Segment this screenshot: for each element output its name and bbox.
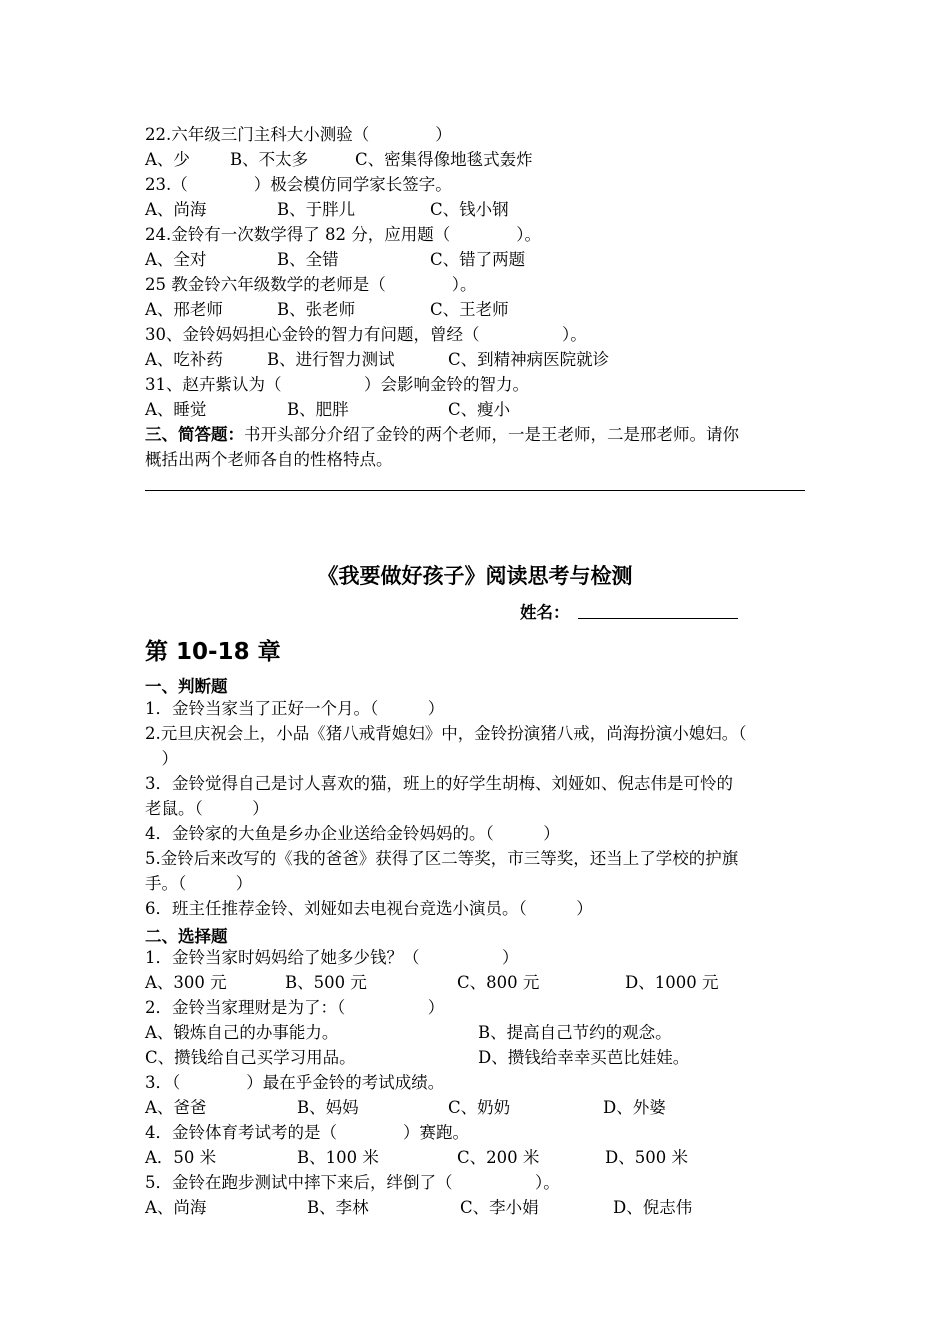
option-c: C、200 米 [457, 1148, 540, 1167]
judge-item: 6．班主任推荐金铃、刘娅如去电视台竞选小演员。（ ） [145, 899, 593, 918]
option-b: B、不太多 [230, 150, 309, 169]
option-a: A、爸爸 [145, 1098, 207, 1117]
option-b: B、500 元 [285, 973, 367, 992]
option-a: A、300 元 [145, 973, 227, 992]
choice-question-2: 2．金铃当家理财是为了：（ ） [145, 998, 445, 1017]
option-c: C、王老师 [430, 300, 509, 319]
option-b: B、100 米 [297, 1148, 379, 1167]
worksheet-title: 《我要做好孩子》阅读思考与检测 [317, 564, 633, 588]
option-a: A、全对 [145, 250, 207, 269]
option-b: B、妈妈 [297, 1098, 359, 1117]
section-judge-heading: 一、判断题 [145, 677, 228, 696]
option-d: D、外婆 [603, 1098, 666, 1117]
option-c: C、钱小钢 [430, 200, 509, 219]
judge-item-cont: ） [145, 749, 178, 768]
name-blank-line [578, 598, 738, 619]
choice-question-4: 4．金铃体育考试考的是（ ）赛跑。 [145, 1123, 469, 1142]
option-a: A．50 米 [145, 1148, 217, 1167]
option-c: C、800 元 [457, 973, 540, 992]
question-25: 25 教金铃六年级数学的老师是（ ）。 [145, 275, 477, 294]
question-31: 31、赵卉紫认为（ ）会影响金铃的智力。 [145, 375, 529, 394]
option-b: B、于胖儿 [277, 200, 356, 219]
short-answer-text-2: 概括出两个老师各自的性格特点。 [145, 450, 393, 469]
answer-line [145, 490, 805, 491]
option-d: D、倪志伟 [613, 1198, 693, 1217]
option-a: A、少 [145, 150, 190, 169]
option-c: C、错了两题 [430, 250, 526, 269]
judge-item: 5.金铃后来改写的《我的爸爸》获得了区二等奖，市三等奖，还当上了学校的护旗 [145, 849, 739, 868]
question-23: 23.（ ）极会模仿同学家长签字。 [145, 175, 452, 194]
option-b: B、肥胖 [287, 400, 349, 419]
option-d: D、攒钱给幸幸买芭比娃娃。 [478, 1048, 690, 1067]
option-c: C、李小娟 [460, 1198, 539, 1217]
chapter-heading: 第 10-18 章 [145, 639, 281, 665]
judge-item: 1．金铃当家当了正好一个月。（ ） [145, 699, 445, 718]
option-d: D、1000 元 [625, 973, 719, 992]
option-c: C、奶奶 [448, 1098, 511, 1117]
option-a: A、吃补药 [145, 350, 223, 369]
option-a: A、锻炼自己的办事能力。 [145, 1023, 339, 1042]
option-a: A、睡觉 [145, 400, 207, 419]
question-30: 30、金铃妈妈担心金铃的智力有问题，曾经（ ）。 [145, 325, 587, 344]
option-b: B、李林 [307, 1198, 369, 1217]
option-c: C、攒钱给自己买学习用品。 [145, 1048, 356, 1067]
section-choice-heading: 二、选择题 [145, 927, 228, 946]
option-c: C、瘦小 [448, 400, 511, 419]
short-answer-label: 三、简答题： [145, 425, 244, 444]
option-b: B、全错 [277, 250, 339, 269]
judge-item: 3．金铃觉得自己是讨人喜欢的猫，班上的好学生胡梅、刘娅如、倪志伟是可怜的 [145, 774, 733, 793]
option-a: A、尚海 [145, 1198, 207, 1217]
question-24: 24.金铃有一次数学得了 82 分，应用题（ ）。 [145, 225, 541, 244]
option-b: B、张老师 [277, 300, 356, 319]
option-b: B、进行智力测试 [267, 350, 395, 369]
name-label: 姓名： [520, 603, 570, 622]
choice-question-5: 5．金铃在跑步测试中摔下来后，绊倒了（ ）。 [145, 1173, 560, 1192]
option-d: D、500 米 [605, 1148, 688, 1167]
question-22: 22.六年级三门主科大小测验（ ） [145, 125, 452, 144]
choice-question-3: 3．（ ）最在乎金铃的考试成绩。 [145, 1073, 445, 1092]
short-answer-question [145, 424, 739, 446]
option-c: C、密集得像地毯式轰炸 [355, 150, 533, 169]
judge-item-cont: 手。（ ） [145, 874, 253, 893]
option-b: B、提高自己节约的观念。 [478, 1023, 672, 1042]
judge-item-cont: 老鼠。（ ） [145, 799, 269, 818]
option-c: C、到精神病医院就诊 [448, 350, 610, 369]
short-answer-text-1: 书开头部分介绍了金铃的两个老师，一是王老师，二是邢老师。请你 [244, 425, 739, 444]
option-a: A、尚海 [145, 200, 207, 219]
judge-item: 2.元旦庆祝会上，小品《猪八戒背媳妇》中，金铃扮演猪八戒，尚海扮演小媳妇。（ [145, 724, 747, 743]
choice-question-1: 1．金铃当家时妈妈给了她多少钱？（ ） [145, 948, 519, 967]
judge-item: 4．金铃家的大鱼是乡办企业送给金铃妈妈的。（ ） [145, 824, 560, 843]
option-a: A、邢老师 [145, 300, 223, 319]
